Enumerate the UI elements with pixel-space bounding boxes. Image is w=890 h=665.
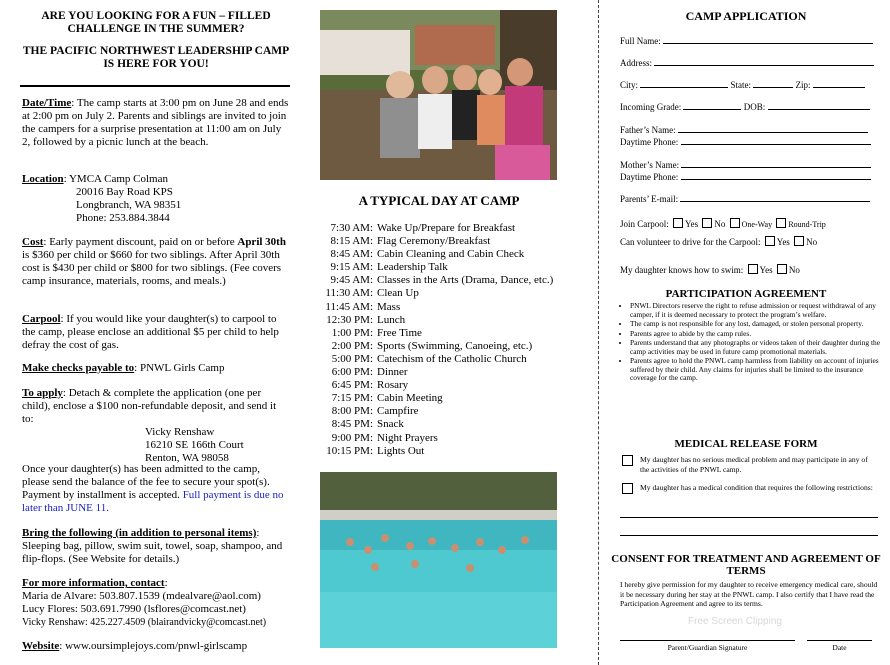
- apply-address-line: Vicky Renshaw: [145, 426, 215, 438]
- apply-address-line: Renton, WA 98058: [145, 452, 229, 464]
- father-name-field: [620, 124, 868, 135]
- schedule-row: [318, 222, 560, 235]
- consent-text: I hereby give permission for my daughter to receive emergency medical care, should it be necessary during her stay at the PNWL camp. I also certify that I have read the Participation Agreement and agree to its terms.: [620, 580, 878, 608]
- carpool-text: If you would like your daughter(s) to carpool to the camp, please enclose an additional $5 per child to help defray the cost of gas.: [22, 313, 279, 351]
- campers-photo-graphic: [320, 10, 557, 180]
- schedule-row: [318, 445, 560, 458]
- carpool-question: Join Carpool:: [620, 219, 669, 229]
- schedule-time: 9:00 PM:: [331, 431, 373, 444]
- schedule-event: Classes in the Arts (Drama, Dance, etc.): [377, 274, 554, 287]
- grade-dob-field: [620, 101, 870, 112]
- typical-day-title: A TYPICAL DAY AT CAMP: [358, 193, 520, 208]
- schedule-row: [318, 353, 560, 366]
- schedule-event: Leadership Talk: [377, 261, 448, 274]
- location-line: Longbranch, WA 98351: [76, 199, 182, 211]
- full-name-label: Full Name:: [620, 36, 661, 46]
- schedule-event: Flag Ceremony/Breakfast: [377, 235, 491, 248]
- schedule-row: [318, 248, 560, 261]
- swim-row: [620, 264, 800, 275]
- zip-input[interactable]: [813, 79, 865, 88]
- agreement-item: • Parents agree to hold the PNWL camp harmless from liability on account of injuries suffered by their child. Any claims for injuries shall be limited to the insurance coverage for the camp.: [630, 357, 890, 383]
- schedule-time: 11:45 AM:: [325, 300, 373, 313]
- pool-photo: [320, 472, 557, 648]
- schedule-event: Catechism of the Catholic Church: [377, 352, 527, 365]
- schedule-row: [318, 432, 560, 445]
- schedule-time: 2:00 PM:: [331, 339, 373, 352]
- admitted-text: Once your daughter(s) has been admitted to the camp, please send the balance of the fee to secure your spot(s). Payment by installment is accepted.: [22, 463, 270, 501]
- schedule-event: Dinner: [377, 366, 408, 379]
- datetime-label: Date/Time: [22, 97, 72, 109]
- medical-option-2-text: My daughter has a medical condition that requires the following restrictions:: [640, 483, 873, 492]
- state-input[interactable]: [753, 79, 793, 88]
- carpool-yes-label: Yes: [685, 219, 699, 229]
- schedule-time: 8:15 AM:: [330, 235, 373, 248]
- headline-camp: THE PACIFIC NORTHWEST LEADERSHIP CAMP IS HERE FOR YOU!: [22, 45, 290, 70]
- schedule-event: Lunch: [377, 313, 406, 326]
- datetime-section: Date/Time: The camp starts at 3:00 pm on June 28 and ends at 2:00 pm on July 2. Parents and siblings are invited to join the campers for a surprise presentation at 11:00 am on July 2, followed by a picnic lunch at the beach.: [22, 97, 289, 148]
- cost-section: Cost: Early payment discount, paid on or before April 30th is $360 per child or $660 for two siblings. After April 30th cost is $430 per child or $800 for two siblings. (Fee covers camp insurance, materials, rooms, and meals.): [22, 236, 286, 287]
- cost-label: Cost: [22, 236, 44, 248]
- cost-text-2: is $360 per child or $660 for two siblings. After April 30th cost is $430 per child or $800 for two siblings. (Fee covers camp insurance, materials, rooms, and meals.): [22, 249, 282, 287]
- carpool-label: Carpool: [22, 313, 61, 325]
- schedule-time: 12:30 PM:: [326, 313, 373, 326]
- schedule-event: Cabin Meeting: [377, 392, 443, 405]
- checks-label: Make checks payable to: [22, 362, 135, 374]
- schedule-row: [318, 327, 560, 340]
- email-input[interactable]: [680, 193, 870, 202]
- bring-section: Bring the following (in addition to personal items): Sleeping bag, pillow, swim suit, towel, soap, shampoo, and flip-flops. (See Website for details.): [22, 527, 283, 565]
- schedule-time: 11:30 AM:: [325, 287, 373, 300]
- apply-address-line: 16210 SE 166th Court: [145, 439, 244, 451]
- zip-label: Zip:: [795, 80, 811, 90]
- mother-phone-field: [620, 171, 871, 182]
- schedule-time: 6:00 PM:: [331, 366, 373, 379]
- consent-title: CONSENT FOR TREATMENT AND AGREEMENT OF TERMS: [611, 553, 881, 577]
- apply-section: To apply: Detach & complete the application (one per child), enclose a $100 non-refundable deposit, and send it to: Vicky Renshaw 16210 SE 166th Court Renton, WA 98058: [22, 387, 290, 465]
- swim-no-checkbox[interactable]: [777, 264, 787, 274]
- apply-text: Detach & complete the application (one per child), enclose a $100 non-refundable deposit, and send it to:: [22, 387, 277, 425]
- swim-question: My daughter knows how to swim:: [620, 265, 744, 275]
- dob-label: DOB:: [743, 102, 766, 112]
- carpool-section: Carpool: If you would like your daughter(s) to carpool to the camp, please enclose an additional $5 per child to help defray the cost of gas.: [22, 313, 279, 351]
- date-line[interactable]: [807, 640, 872, 641]
- email-field: [620, 193, 870, 204]
- schedule-event: Clean Up: [377, 287, 419, 300]
- mother-name-input[interactable]: [681, 159, 871, 168]
- schedule-time: 1:00 PM:: [331, 326, 373, 339]
- location-line: Phone: 253.884.3844: [76, 212, 170, 224]
- medical-option-1: [622, 455, 877, 475]
- location-line: 20016 Bay Road KPS: [76, 186, 173, 198]
- medical-release-title: MEDICAL RELEASE FORM: [674, 438, 818, 450]
- bring-text: Sleeping bag, pillow, swim suit, towel, soap, shampoo, and flip-flops. (See Website for details.): [22, 540, 283, 565]
- drive-row: [620, 236, 817, 247]
- contact-line: Vicky Renshaw: 425.227.4509 (blairandvicky@comcast.net): [22, 617, 267, 628]
- datetime-text: The camp starts at 3:00 pm on June 28 and ends at 2:00 pm on July 2. Parents and siblings are invited to join the campers for a surprise presentation at 11:00 am on July 2, followed by a picnic lunch at the beach.: [22, 97, 289, 148]
- schedule-time: 7:15 PM:: [331, 392, 373, 405]
- medical-condition-checkbox[interactable]: [622, 483, 633, 494]
- round-trip-checkbox[interactable]: [776, 218, 786, 228]
- drive-no-label: No: [806, 237, 818, 247]
- schedule-row: [318, 314, 560, 327]
- date-label: Date: [832, 643, 847, 652]
- schedule-row: [318, 340, 560, 353]
- schedule-time: 8:00 PM:: [331, 405, 373, 418]
- pool-photo-graphic: [320, 472, 557, 648]
- full-name-input[interactable]: [663, 35, 873, 44]
- swim-no-label: No: [788, 265, 800, 275]
- campers-photo: [320, 10, 557, 180]
- medical-option-2: [622, 483, 877, 493]
- one-way-label: One-Way: [741, 220, 773, 229]
- schedule-row: [318, 405, 560, 418]
- schedule-row: [318, 235, 560, 248]
- mother-phone-input[interactable]: [681, 171, 871, 180]
- medical-option-1-text: My daughter has no serious medical problem and may participate in any of the activities of the PNWL camp.: [640, 455, 868, 474]
- website-section: Website: www.oursimplejoys.com/pnwl-girlscamp: [22, 640, 248, 652]
- drive-question: Can volunteer to drive for the Carpool:: [620, 237, 761, 247]
- schedule-time: 9:45 AM:: [330, 274, 373, 287]
- father-phone-field: [620, 136, 871, 147]
- location-label: Location: [22, 173, 64, 185]
- header-rule: [20, 85, 290, 87]
- schedule-time: 10:15 PM:: [326, 444, 373, 457]
- agreement-item: • Parents agree to abide by the camp rules.: [630, 330, 890, 339]
- location-section: Location: YMCA Camp Colman 20016 Bay Road KPS Longbranch, WA 98351 Phone: 253.884.3844: [22, 173, 290, 225]
- father-phone-input[interactable]: [681, 136, 871, 145]
- watermark-text: Free Screen Clipping: [688, 616, 782, 627]
- schedule-event: Lights Out: [377, 444, 425, 457]
- schedule-row: [318, 392, 560, 405]
- cost-text: Early payment discount, paid on or before: [49, 236, 235, 248]
- schedule-row: [318, 261, 560, 274]
- father-name-input[interactable]: [678, 124, 868, 133]
- application-title: CAMP APPLICATION: [685, 9, 807, 23]
- info-section: For more information, contact: Maria de Alvare: 503.807.1539 (mdealvare@aol.com) Lucy Flores: 503.691.7990 (lsflores@comcast.net) Vicky Renshaw: 425.227.4509 (blairandvicky@comcast.net): [22, 577, 267, 628]
- info-label: For more information, contact: [22, 577, 165, 589]
- cost-bold: April 30th: [237, 236, 286, 248]
- contact-line: Lucy Flores: 503.691.7990 (lsflores@comcast.net): [22, 603, 246, 615]
- checks-section: Make checks payable to: PNWL Girls Camp: [22, 362, 225, 374]
- schedule-event: Wake Up/Prepare for Breakfast: [377, 222, 516, 234]
- restrictions-line[interactable]: [620, 517, 878, 518]
- schedule-row: [318, 418, 560, 431]
- checks-text: PNWL Girls Camp: [139, 362, 225, 374]
- schedule-time: 5:00 PM:: [331, 352, 373, 365]
- father-phone-label: Daytime Phone:: [620, 137, 679, 147]
- swim-yes-label: Yes: [759, 265, 773, 275]
- schedule-time: 9:15 AM:: [330, 261, 373, 274]
- carpool-row: [620, 218, 826, 229]
- contact-line: Maria de Alvare: 503.807.1539 (mdealvare@aol.com): [22, 590, 261, 602]
- carpool-yes-checkbox[interactable]: [673, 218, 683, 228]
- father-name-label: Father’s Name:: [620, 125, 676, 135]
- apply-label: To apply: [22, 387, 63, 399]
- schedule-event: Free Time: [377, 326, 422, 339]
- mother-phone-label: Daytime Phone:: [620, 172, 679, 182]
- full-payment-note: Full payment is due no later than JUNE 11.: [22, 489, 284, 514]
- bring-label: Bring the following (in addition to personal items): [22, 527, 257, 539]
- schedule-time: 6:45 PM:: [331, 379, 373, 392]
- drive-no-checkbox[interactable]: [794, 236, 804, 246]
- agreement-item: • PNWL Directors reserve the right to refuse admission or request withdrawal of any camper, if it is deemed necessary to protect the program’s welfare.: [630, 302, 890, 319]
- restrictions-line[interactable]: [620, 535, 878, 536]
- city-label: City:: [620, 80, 639, 90]
- dob-input[interactable]: [768, 101, 870, 110]
- fold-divider: [598, 0, 599, 665]
- schedule-event: Sports (Swimming, Canoeing, etc.): [377, 339, 533, 352]
- schedule-row: [318, 274, 560, 287]
- schedule-row: [318, 301, 560, 314]
- address-input[interactable]: [654, 57, 874, 66]
- location-line: YMCA Camp Colman: [68, 173, 168, 185]
- schedule-event: Snack: [377, 418, 404, 431]
- schedule-event: Cabin Cleaning and Cabin Check: [377, 248, 525, 261]
- admitted-section: [22, 463, 290, 515]
- schedule-event: Campfire: [377, 405, 419, 418]
- carpool-no-label: No: [714, 219, 726, 229]
- schedule-event: Rosary: [377, 379, 409, 392]
- carpool-no-checkbox[interactable]: [702, 218, 712, 228]
- participation-agreement-title: PARTICIPATION AGREEMENT: [665, 288, 827, 300]
- agreement-item: • The camp is not responsible for any lost, damaged, or stolen personal property.: [630, 320, 890, 329]
- full-name-field: [620, 35, 873, 46]
- drive-yes-checkbox[interactable]: [765, 236, 775, 246]
- city-state-zip-field: [620, 79, 865, 90]
- swim-yes-checkbox[interactable]: [748, 264, 758, 274]
- schedule-list: [318, 222, 560, 458]
- no-medical-problem-checkbox[interactable]: [622, 455, 633, 466]
- address-label: Address:: [620, 58, 652, 68]
- schedule-row: [318, 287, 560, 300]
- schedule-time: 8:45 AM:: [330, 248, 373, 261]
- email-label: Parents’ E-mail:: [620, 194, 679, 204]
- mother-name-label: Mother’s Name:: [620, 160, 680, 170]
- signature-label: Parent/Guardian Signature: [667, 643, 748, 652]
- schedule-row: [318, 366, 560, 379]
- city-input[interactable]: [640, 79, 728, 88]
- schedule-row: [318, 379, 560, 392]
- participation-agreement-list: [620, 302, 890, 384]
- address-field: [620, 57, 874, 68]
- grade-label: Incoming Grade:: [620, 102, 682, 112]
- round-trip-label: Round-Trip: [788, 220, 826, 229]
- schedule-event: Mass: [377, 300, 401, 313]
- grade-input[interactable]: [683, 101, 741, 110]
- mother-name-field: [620, 159, 871, 170]
- schedule-event: Night Prayers: [377, 431, 438, 444]
- drive-yes-label: Yes: [776, 237, 790, 247]
- schedule-time: 7:30 AM:: [330, 222, 373, 234]
- state-label: State:: [730, 80, 752, 90]
- signature-line[interactable]: [620, 640, 795, 641]
- website-link[interactable]: www.oursimplejoys.com/pnwl-girlscamp: [65, 640, 248, 652]
- agreement-item: • Parents understand that any photographs or videos taken of their daughter during the camp activities may be used in future camp promotional materials.: [630, 339, 890, 356]
- headline-question: ARE YOU LOOKING FOR A FUN – FILLED CHALLENGE IN THE SUMMER?: [41, 10, 271, 35]
- website-label: Website: [22, 640, 60, 652]
- one-way-checkbox[interactable]: [730, 218, 740, 228]
- schedule-time: 8:45 PM:: [331, 418, 373, 431]
